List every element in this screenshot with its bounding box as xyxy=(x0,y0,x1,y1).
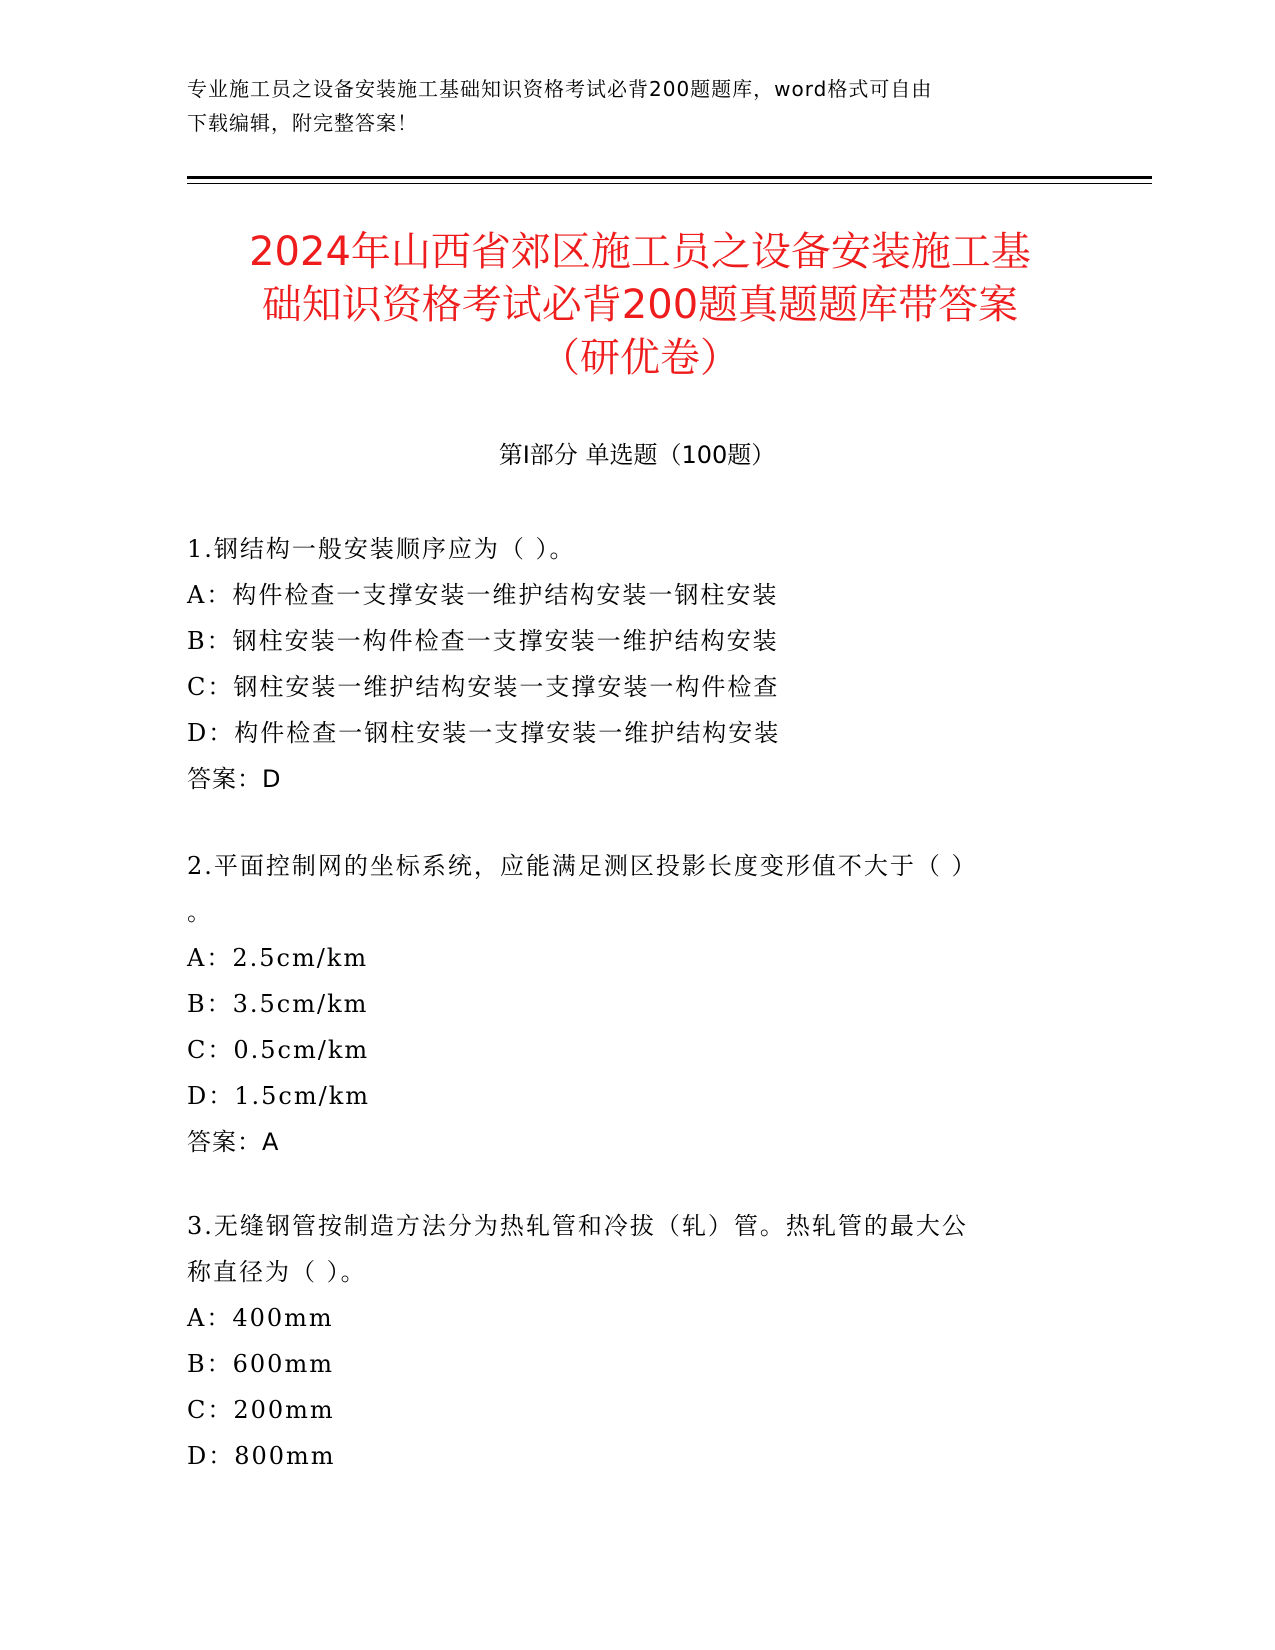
header-divider-thick xyxy=(187,176,1152,179)
option-a: A：2.5cm/km xyxy=(187,944,369,972)
question-1 xyxy=(187,526,1067,802)
option-a: A：构件检查一支撑安装一维护结构安装一钢柱安装 xyxy=(187,581,779,609)
question-stem-continued: 。 xyxy=(187,898,213,926)
option-c: C：0.5cm/km xyxy=(187,1036,370,1064)
option-d: D：1.5cm/km xyxy=(187,1082,370,1110)
option-d: D：构件检查一钢柱安装一支撑安装一维护结构安装 xyxy=(187,719,781,747)
question-stem: 1.钢结构一般安装顺序应为（ ）。 xyxy=(187,535,576,563)
document-title-line-1: 2024年山西省郊区施工员之设备安装施工基 xyxy=(249,229,1031,275)
question-3 xyxy=(187,1203,1067,1479)
option-b: B：钢柱安装一构件检查一支撑安装一维护结构安装 xyxy=(187,627,779,655)
question-stem-continued: 称直径为（ ）。 xyxy=(187,1258,367,1286)
header-note xyxy=(187,72,1067,140)
question-stem: 2.平面控制网的坐标系统，应能满足测区投影长度变形值不大于（ ） xyxy=(187,852,978,880)
option-d: D：800mm xyxy=(187,1442,336,1470)
option-c: C：200mm xyxy=(187,1396,335,1424)
document-title-line-3: （研优卷） xyxy=(540,335,740,381)
section-title: 第Ⅰ部分 单选题（100题） xyxy=(498,441,776,469)
header-note-line-2: 下载编辑，附完整答案！ xyxy=(187,111,418,135)
question-stem: 3.无缝钢管按制造方法分为热轧管和冷拔（轧）管。热轧管的最大公 xyxy=(187,1212,968,1240)
option-c: C：钢柱安装一维护结构安装一支撑安装一构件检查 xyxy=(187,673,780,701)
option-b: B：3.5cm/km xyxy=(187,990,369,1018)
option-b: B：600mm xyxy=(187,1350,334,1378)
document-title-line-2: 础知识资格考试必背200题真题题库带答案 xyxy=(261,282,1019,328)
question-2 xyxy=(187,843,1067,1165)
option-a: A：400mm xyxy=(187,1304,334,1332)
header-divider-thin xyxy=(187,183,1152,184)
answer: 答案：A xyxy=(187,1128,280,1156)
header-note-line-1: 专业施工员之设备安装施工基础知识资格考试必背200题题库，word格式可自由 xyxy=(187,77,933,101)
document-title xyxy=(160,226,1120,385)
answer: 答案：D xyxy=(187,765,282,793)
